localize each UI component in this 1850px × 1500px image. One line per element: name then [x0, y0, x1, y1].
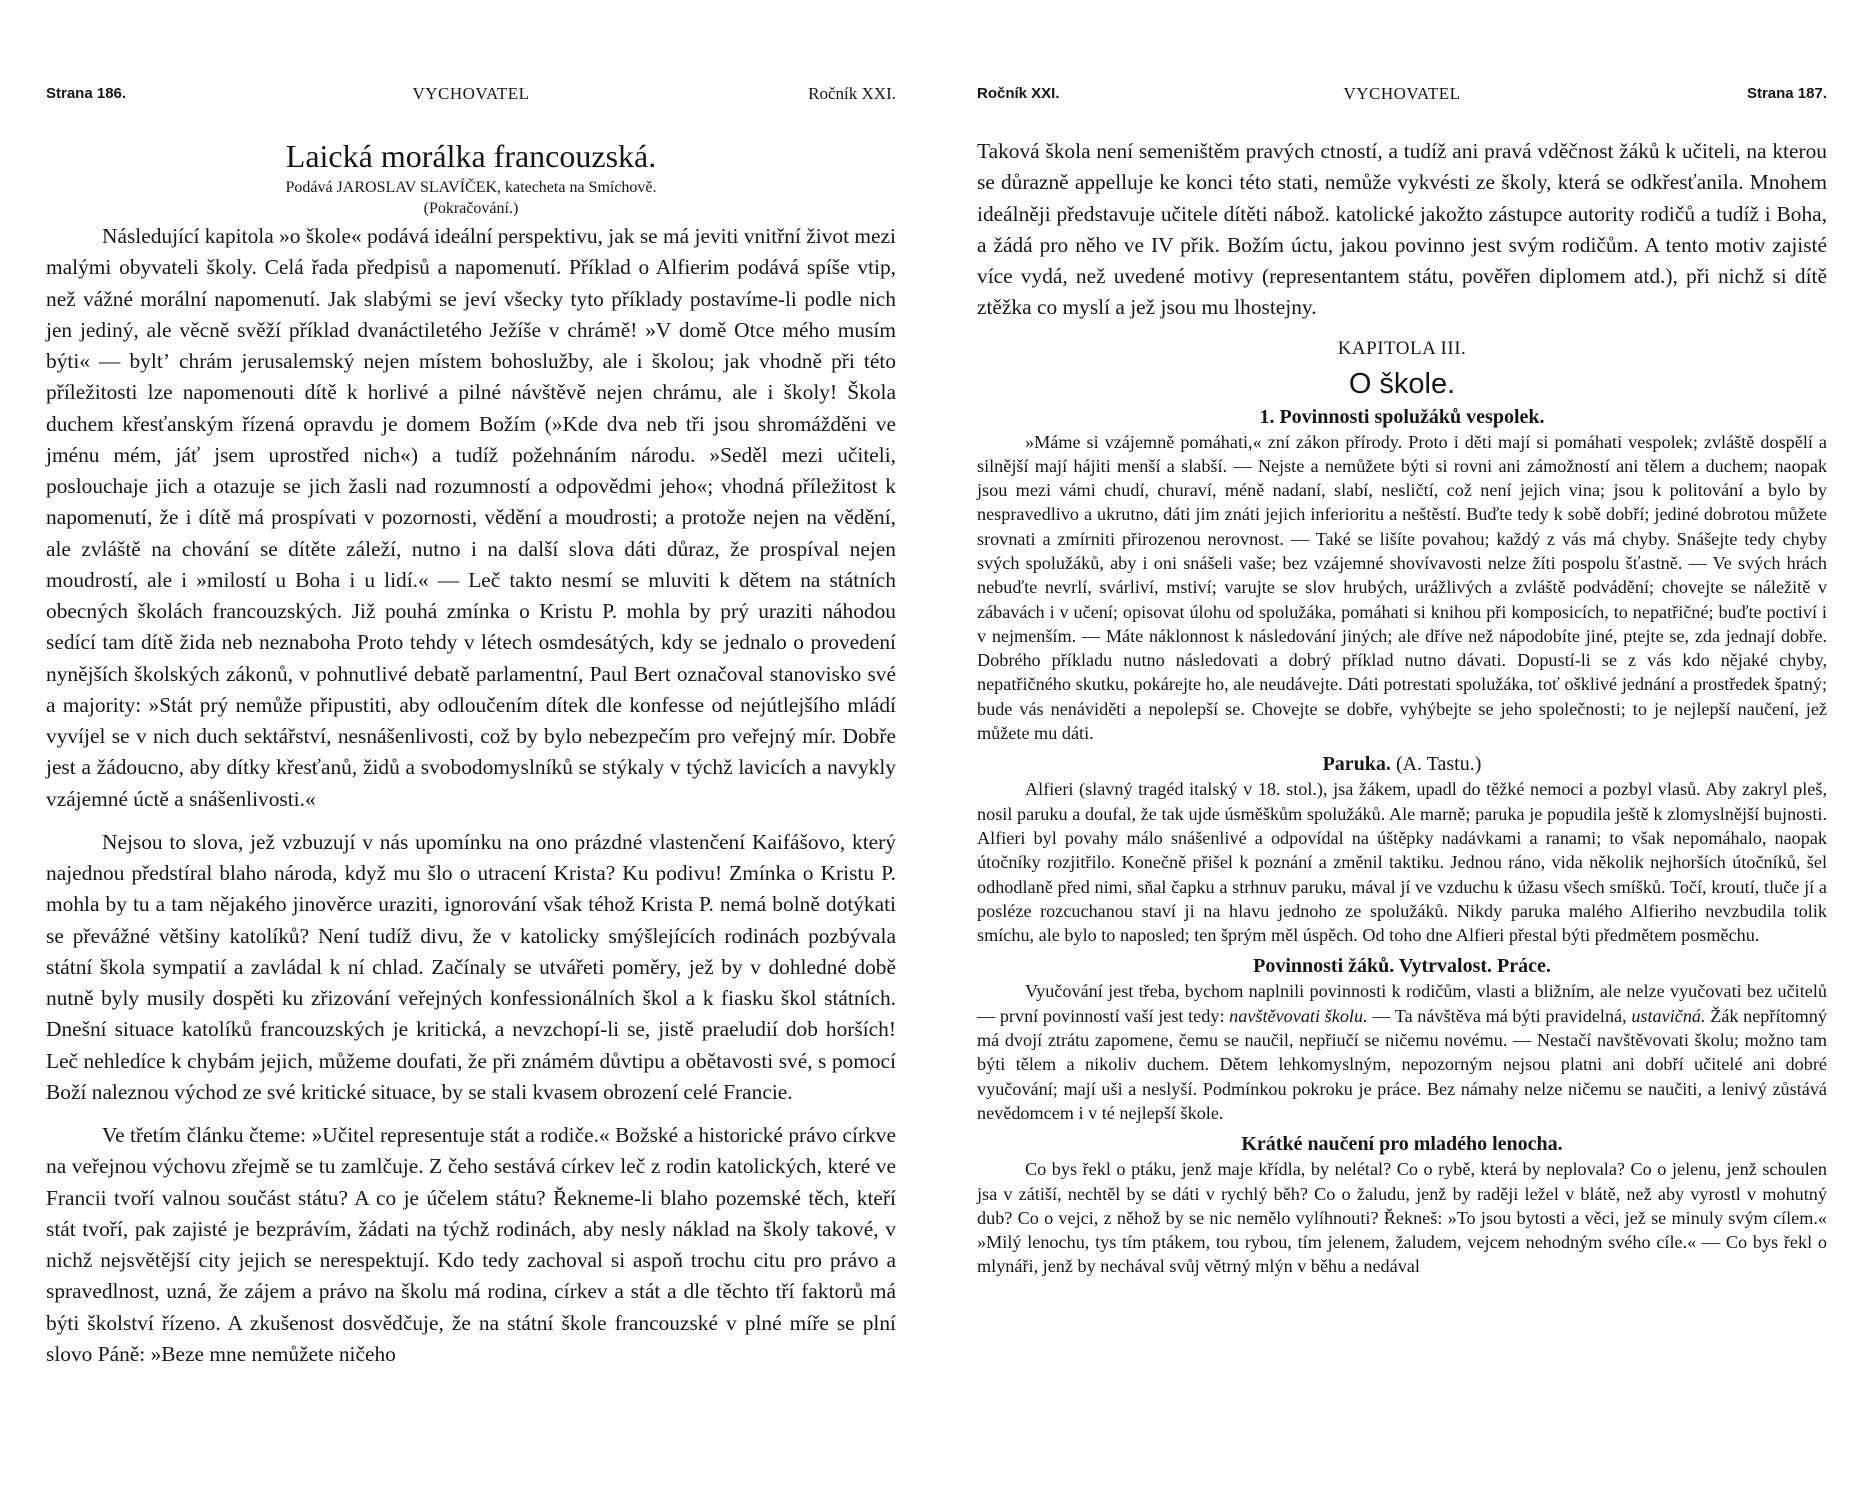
volume-label: Ročník XXI. — [977, 85, 1060, 102]
emphasis: ustavičná. — [1631, 1005, 1706, 1026]
chapter-label: KAPITOLA III. — [1337, 337, 1467, 359]
right-running-header — [977, 84, 1827, 108]
paragraph: Co bys řekl o ptáku, jenž maje křídla, by nelétal? Co o rybě, která by neplovala? Co o jelenu, jenž schoulen jsa v zátiší, nechtěl by se dáti v rychlý běh? Co o žaludu, jenž by raději ležel v blátě, než aby vyrostl v mohutný dub? Co o vejci, z něhož by se nic nemělo vylíhnouti? Řekneš: »To jsou bytosti a věci, jež se minuly svým cílem.« »Milý lenochu, tys tím ptákem, tou rybou, tím jelenem, žaludem, vejcem nehodným svého cíle.« — Co bys řekl o mlynáři, jenž by nechával svůj větrný mlýn v běhu a nedával — [977, 1159, 1827, 1277]
paragraph: Následující kapitola »o škole« podává ideální perspektivu, jak se má jeviti vnitřní život mezi malými obyvateli školy. Celá řada předpisů a napomenutí. Příklad o Alfierim podává spíše vtip, než vážné morální napomenutí. Jak slabými se jeví všecky tyto příklady postavíme-li podle nich jen jediný, ale věcně svěží příklad dvanáctiletého Ježíše v chrámě! »V domě Otce mého musím býti« — byltʼ chrám jerusalemský nejen místem bohoslužby, ale i školou; jak vhodně při této příležitosti lze napomenouti dítě k horlivé a pilné návštěvě nejen chrámu, ale i školy! Škola duchem křesťanským řízená opravdu je domem Božím (»Kde dva neb tři jsou shromážděni ve jménu mém, jáť jsem uprostřed nich«) a tudíž požehnáním národu. »Seděl mezi učiteli, poslouchaje jich a otazuje se jich žasli nad rozumností a odpovědmi jeho«; vhodná příležitost k napomenutí, že i dítě má prospívati v pozornosti, vědění a moudrosti; a protože nejen na vědění, ale zvláště na chování se dítěte záleží, nutno i na další slova dáti důraz, že prospíval nejen moudrostí, ale i »milostí u Boha i u lidí.« — Leč takto nesmí se mluviti k dětem na státních obecných školách francouzských. Již pouhá zmínka o Kristu P. mohla by prý uraziti náhodou sedící tam dítě žida neb neznaboha Proto tehdy v létech osmdesátých, kdy se jednalo o provedení nynějších školských zákonů, v pohnutlivé debatě parlamentní, Paul Bert označoval stanovisko své a majority: »Stát prý nemůže připustiti, aby odloučením dítek dle konfesse od nejútlejšího mládí vyvíjel se v nich duch sektářství, nesnášenlivosti, což by bylo nebezpečím pro veřejný mír. Dobře jest a žádoucno, aby dítky křesťanů, židů a svobodomyslníků se stýkaly v týchž lavicích a navykly vzájemné úctě a snášenlivosti.« — [46, 224, 896, 811]
article-title: Laická morálka francouzská. — [285, 138, 657, 174]
paragraph: Ve třetím článku čteme: »Učitel representuje stát a rodiče.« Božské a historické právo církve na veřejnou výchovu zřejmě se tu zamlčuje. Z čeho sestává církev leč z rodin katolických, které ve Francii tvoří valnou součást státu? A co je účelem státu? Řekneme-li blaho pozemské těch, kteří stát tvoří, pak zajisté je bezprávím, žádati na týchž rodinách, aby nesly náklad na školy takové, v nichž nejsvětější city jejich se nerespektují. Kdo tedy zachoval si aspoň trochu citu pro právo a spravedlnost, uzná, že zájem a právo na školu má rodina, církev a stát a dle těchto tří faktorů má býti školství řízeno. A zkušenost dosvědčuje, že na státní škole francouzské v plné míře se plní slovo Páně: »Beze mne nemůžete ničeho — [46, 1123, 896, 1366]
section-author: (A. Tastu.) — [1395, 753, 1482, 776]
text-run: — Ta návštěva má býti pravidelná, — [1367, 1005, 1632, 1026]
paragraph — [977, 979, 1827, 1125]
left-running-header — [46, 84, 896, 108]
left-page — [0, 0, 905, 1500]
section-heading — [977, 751, 1827, 777]
left-column — [46, 136, 896, 1370]
section-heading: Povinnosti žáků. Vytrvalost. Práce. — [1253, 955, 1551, 978]
section-heading: 1. Povinnosti spolužáků vespolek. — [1259, 405, 1545, 428]
continuation-note: (Pokračování.) — [423, 200, 519, 217]
chapter-title: O škole. — [1348, 367, 1456, 400]
text-run: Vyučování jest třeba, bychom naplnili povinnosti k rodičům, vlasti a bližním, ale nelze vyučovati bez učitelů — první povinností vaší jest tedy: — [977, 981, 1827, 1026]
section-title: Paruka. — [1322, 753, 1391, 776]
byline: Podává JAROSLAV SLAVÍČEK, katecheta na Smíchově. — [285, 179, 657, 196]
paragraph: Alfieri (slavný tragéd italský v 18. stol.), jsa žákem, upadl do těžké nemoci a pozbyl vlasů. Aby zakryl pleš, nosil paruku a doufal, že tak ujde úsměškům spolužáků. Ale marně; paruka je popudila ještě k zlomyslnější bujnosti. Alfieri byl povahy málo snášenlivé a odpovídal na úštěpky nadávkami a ranami; to však nepomáhalo, naopak útočníky rozjitřilo. Konečně přišel k poznání a změnil taktiku. Jednou ráno, vida několik nejhorších útočníků, šel odhodlaně před nimi, sňal čapku a strhnuv paruku, mával jí ve vzduchu k úžasu všech smíšků. Točí, kroutí, tluče jí a posléze rozcuchanou staví ji na hlavu jednoho ze spolužáků. Nikdy paruka malého Alfieriho nevzbudila tolik smíchu, ale bylo to naposled; ten šprým měl úspěch. Od toho dne Alfieri přestal býti předmětem posměchu. — [977, 779, 1827, 946]
right-page — [945, 0, 1850, 1500]
paragraph: Taková škola není semeništěm pravých ctností, a tudíž ani pravá vděčnost žáků k učiteli, na kterou se důrazně appelluje ke konci této stati, nemůže vykvésti ze školy, která se odkřesťanila. Mnohem ideálněji představuje učitele dítěti nábož. katolické jakožto zástupce autority rodičů a tudíž i Boha, a žádá pro něho ve IV přik. Božím úctu, jakou povinno jest svým rodičům. A tento motiv zajisté více vydá, než uvedené motivy (representantem státu, pověřen diplomem atd.), při nichž si dítě ztěžka co myslí a jež jsou mu lhostejny. — [977, 139, 1827, 320]
right-column — [977, 136, 1827, 1279]
page-number: Strana 187. — [1746, 85, 1827, 102]
journal-title: VYCHOVATEL — [412, 84, 530, 103]
page-number: Strana 186. — [46, 85, 127, 102]
text-run: Žák nepřítomný má dvojí ztrátu zapomene, čemu se naučil, nepřiučí se ničemu novému. — Nestačí navštěvovati školu; možno tam býti tělem a nikoliv duchem. Dětem lehkomyslným, nepozorným nejsou platni ani dobří učitelé ani dobré vyučování; mají uši a neslyší. Podmínkou pokroku je práce. Bez námahy nelze ničemu se naučiti, a lenivý zůstává nevědomcem i v té nejlepší škole. — [977, 1005, 1827, 1123]
emphasis: navštěvovati školu. — [1229, 1005, 1368, 1026]
section-heading: Krátké naučení pro mladého lenocha. — [1241, 1133, 1563, 1156]
journal-title: VYCHOVATEL — [1343, 84, 1461, 103]
volume-label: Ročník XXI. — [808, 84, 896, 103]
paragraph: Nejsou to slova, jež vzbuzují v nás upomínku na ono prázdné vlastenčení Kaifášovo, který najednou předstíral blaho národa, když mu šlo o utracení Krista? Ku podivu! Zmínka o Kristu P. mohla by tu a tam nějakého jinověrce uraziti, ignorování však téhož Krista P. nemá bolně dotýkati se převážné většiny katolíků? Není tudíž divu, že v katolicky smýšlejících rodinách pozbývala státní škola sympatií a zavládal k ní chlad. Začínaly se utvářeti poměry, jež by v dohledné době nutně byly musily dospěti ku zřizování veřejných konfessionálních škol a k fiasku škol státních. Dnešní situace katolíků francouzských je kritická, a nevzchopí-li se, jistě praeludií dob horších! Leč nehledíce k chybám jejich, můžeme doufati, že při známém důvtipu a obětavosti své, s pomocí Boží naleznou východ ze své kritické situace, by se stali kvasem obrození celé Francie. — [46, 829, 896, 1104]
paragraph: »Máme si vzájemně pomáhati,« zní zákon přírody. Proto i děti mají si pomáhati vespolek; zvláště dospělí a silnější mají hájiti menší a slabší. — Nejste a nemůžete býti si rovni ani zámožností ani tělem a duchem; naopak jsou mezi vámi chudí, churaví, méně nadaní, slabí, nesličtí, což není jejich vina; jsou k politování a bylo by nespravedlivo a ukrutno, dáti jim znáti jejich inferioritu a neštěstí. Buďte tedy k sobě dobří; jediné dobrotou můžete srovnati a zmírniti přirozenou nerovnost. — Také se lišíte povahou; každý z vás má chyby. Snášejte tedy chyby svých spolužáků, aby i oni snášeli vaše; bez vzájemné shovívavosti nelze žíti pospolu šťastně. — Ve svých hrách nebuďte nevrlí, svárliví, mstiví; varujte se slov hrubých, urážlivých a zvláště podvádění; chovejte se náležitě v zábavách i v učení; opisovat úlohu od spolužáka, pomáhati si knihou při komposicích, to nepatřičné; buďte poctiví i v nejmenším. — Máte náklonnost k následování jiných; ale dříve než nápodobíte jiné, ptejte se, zda jednají dobře. Dobrého příkladu nutno následovati a dobrý příklad nutno dávati. Dopustí-li se z vás kdo nějaké chyby, nepatřičného skutku, pokárejte ho, ale neudávejte. Dáti potrestati spolužáka, toť ošklivé jednání a prostředek špatný; bude vás nenáviděti a nepolepší se. Chovejte se dobře, vyhýbejte se jeho společnosti; to je nejlepší naučení, jež můžete mu dáti. — [977, 431, 1827, 744]
